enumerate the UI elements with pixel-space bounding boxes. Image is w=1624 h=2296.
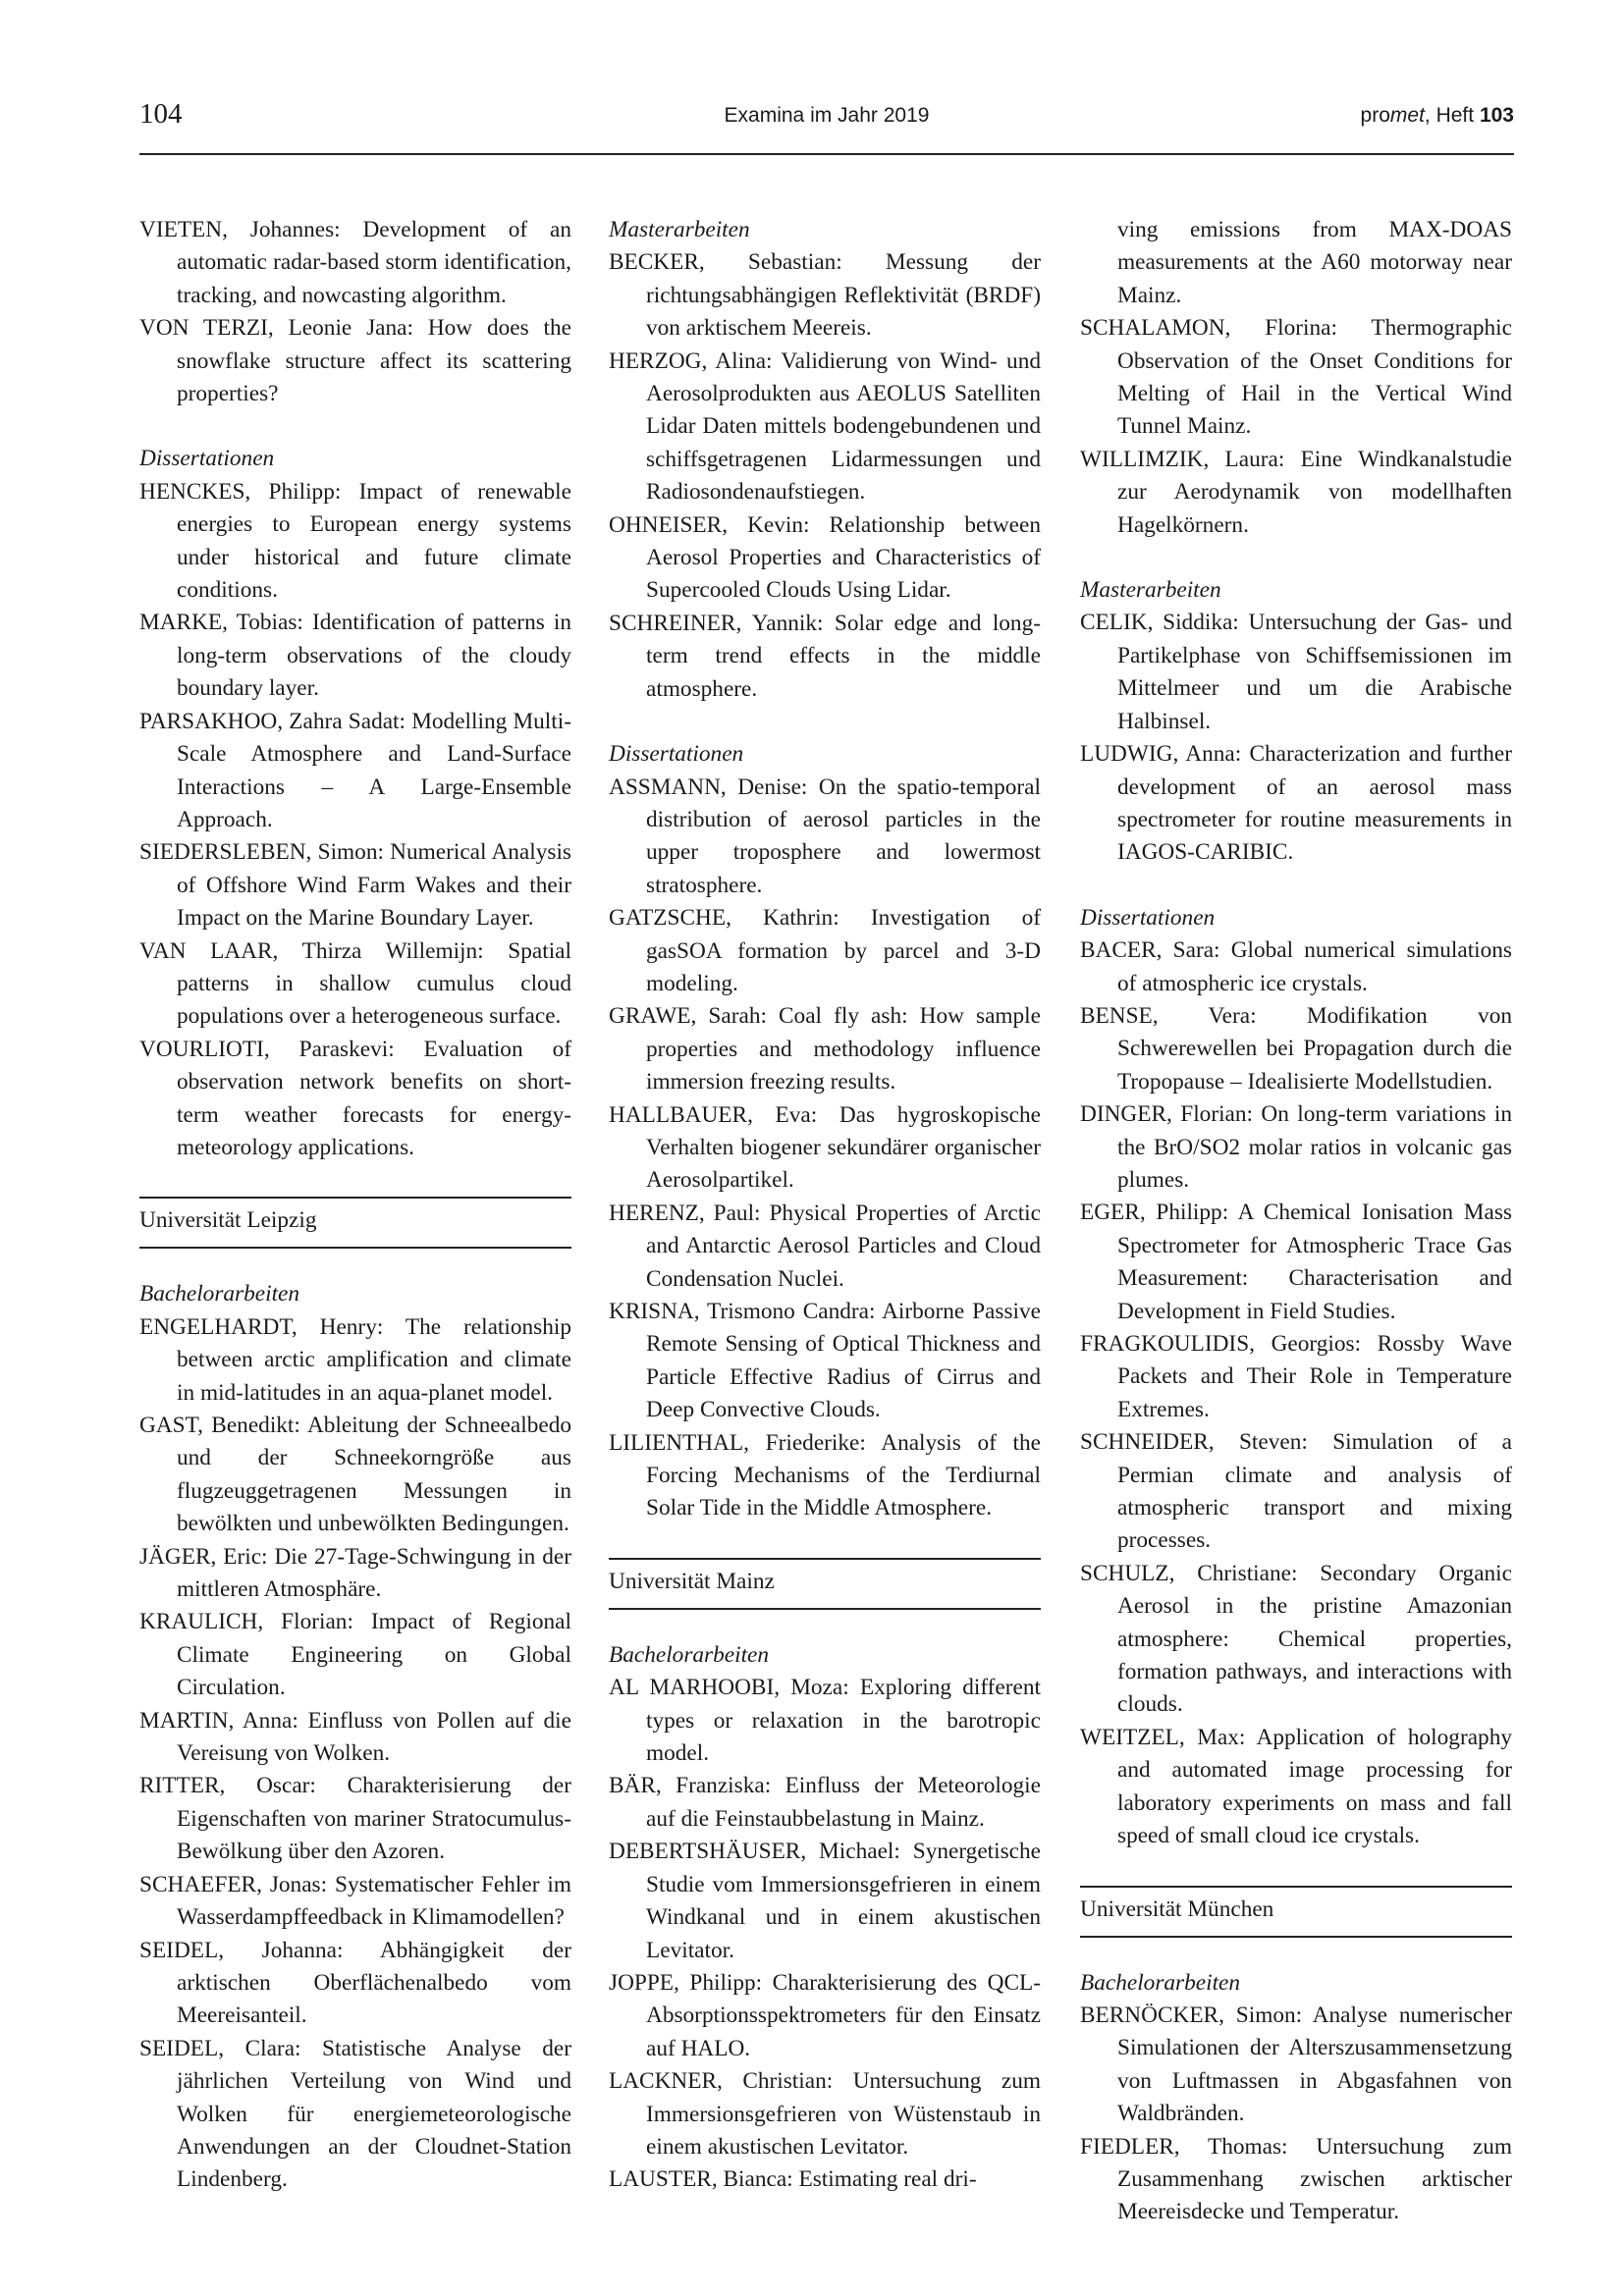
column-3 — [1080, 214, 1512, 2229]
list-item: FRAGKOULIDIS, Georgios: Rossby Wave Packets and Their Role in Temperature Extremes. — [1080, 1331, 1512, 1422]
list-item: SCHAEFER, Jonas: Systematischer Fehler im Wasserdampffeedback in Klimamodellen? — [139, 1871, 571, 1931]
list-item: VAN LAAR, Thirza Willemijn: Spatial patterns in shallow cumulus cloud populations over a heterogeneous surface. — [139, 937, 571, 1030]
list-item: DINGER, Florian: On long-term variations in the BrO/SO2 molar ratios in volcanic gas plumes. — [1080, 1101, 1512, 1193]
journal-issue: promet, Heft 103 — [1360, 104, 1514, 127]
university-heading: Universität Mainz — [609, 1558, 1041, 1610]
list-item: SCHALAMON, Florina: Thermographic Observation of the Onset Conditions for Melting of Hail in the Vertical Wind Tunnel Mainz. — [1080, 315, 1512, 440]
list-item: SEIDEL, Clara: Statistische Analyse der jährlichen Verteilung von Wind und Wolken für energiemeteorologische Anwendungen an der Cloudnet-Station Lindenberg. — [139, 2035, 571, 2193]
section-subheading: Masterarbeiten — [1080, 577, 1221, 604]
list-item: BECKER, Sebastian: Messung der richtungsabhängigen Reflektivität (BRDF) von arktischem Meereis. — [609, 249, 1041, 342]
list-item: LILIENTHAL, Friederike: Analysis of the Forcing Mechanisms of the Terdiurnal Solar Tide in the Middle Atmosphere. — [609, 1429, 1041, 1522]
list-item: AL MARHOOBI, Moza: Exploring different types or relaxation in the barotropic model. — [609, 1675, 1041, 1767]
list-item: JOPPE, Philipp: Charakterisierung des QCL-Absorptionsspektrometers für den Einsatz auf HALO. — [609, 1969, 1041, 2061]
list-item: PARSAKHOO, Zahra Sadat: Modelling Multi-Scale Atmosphere and Land-Surface Interactions – A Large-Ensemble Approach. — [139, 708, 571, 832]
list-item: HERENZ, Paul: Physical Properties of Arctic and Antarctic Aerosol Particles and Cloud Condensation Nuclei. — [609, 1200, 1041, 1292]
list-item: LACKNER, Christian: Untersuchung zum Immersionsgefrieren von Wüstenstaub in einem akustischen Levitator. — [609, 2068, 1041, 2160]
list-item: MARKE, Tobias: Identification of patterns in long-term observations of the cloudy boundary layer. — [139, 610, 571, 702]
list-item: HERZOG, Alina: Validierung von Wind- und Aerosolprodukten aus AEOLUS Satelliten Lidar Daten mittels bodengebundenen und schiffsgetragenen Lidarmessungen und Radiosondenaufstiegen. — [609, 347, 1041, 506]
section-subheading: Bachelorarbeiten — [139, 1281, 300, 1308]
list-item: RITTER, Oscar: Charakterisierung der Eigenschaften von mariner Stratocumulus-Bewölkung über den Azoren. — [139, 1773, 571, 1865]
list-item: DEBERTSHÄUSER, Michael: Synergetische Studie vom Immersionsgefrieren in einem Windkanal und in einem akustischen Levitator. — [609, 1839, 1041, 1963]
section-subheading: Dissertationen — [1080, 904, 1216, 931]
list-item: SCHULZ, Christiane: Secondary Organic Aerosol in the pristine Amazonian atmosphere: Chemical properties, formation pathways, and interactions with clouds. — [1080, 1560, 1512, 1718]
list-item: HENCKES, Philipp: Impact of renewable energies to European energy systems under historical and future climate conditions. — [139, 478, 571, 604]
page-header — [139, 94, 1514, 153]
list-item: SCHNEIDER, Steven: Simulation of a Permian climate and analysis of atmospheric transport and mixing processes. — [1080, 1429, 1512, 1554]
page-number: 104 — [139, 98, 183, 130]
list-item: VON TERZI, Leonie Jana: How does the snowflake structure affect its scattering properties? — [139, 315, 571, 407]
running-title: Examina im Jahr 2019 — [724, 104, 930, 127]
list-item: BERNÖCKER, Simon: Analyse numerischer Simulationen der Alterszusammensetzung von Luftmassen in Abgasfahnen von Waldbränden. — [1080, 2002, 1512, 2127]
list-item: CELIK, Siddika: Untersuchung der Gas- und Partikelphase von Schiffsemissionen im Mittelmeer und um die Arabische Halbinsel. — [1080, 610, 1512, 734]
column-2 — [609, 214, 1041, 2197]
list-item: GRAWE, Sarah: Coal fly ash: How sample properties and methodology influence immersion freezing results. — [609, 1003, 1041, 1095]
list-item: ENGELHARDT, Henry: The relationship between arctic amplification and climate in mid-latitudes in an aqua-planet model. — [139, 1313, 571, 1406]
section-subheading: Dissertationen — [139, 446, 275, 472]
list-item: VOURLIOTI, Paraskevi: Evaluation of observation network benefits on short-term weather forecasts for energy-meteorology applications. — [139, 1036, 571, 1160]
list-item: WILLIMZIK, Laura: Eine Windkanalstudie zur Aerodynamik von modellhaften Hagelkörnern. — [1080, 446, 1512, 538]
section-subheading: Dissertationen — [609, 741, 744, 768]
list-item: JÄGER, Eric: Die 27-Tage-Schwingung in der mittleren Atmosphäre. — [139, 1543, 571, 1603]
header-rule — [139, 153, 1514, 155]
list-item: SEIDEL, Johanna: Abhängigkeit der arktischen Oberflächenalbedo vom Meereisanteil. — [139, 1937, 571, 2029]
column-1 — [139, 214, 571, 2197]
section-subheading: Bachelorarbeiten — [609, 1641, 770, 1668]
list-item: BACER, Sara: Global numerical simulations of atmospheric ice crystals. — [1080, 937, 1512, 996]
list-item: KRISNA, Trismono Candra: Airborne Passive Remote Sensing of Optical Thickness and Particle Effective Radius of Cirrus and Deep Convective Clouds. — [609, 1299, 1041, 1423]
section-subheading: Masterarbeiten — [609, 217, 750, 242]
list-item: KRAULICH, Florian: Impact of Regional Climate Engineering on Global Circulation. — [139, 1609, 571, 1701]
list-item: FIEDLER, Thomas: Untersuchung zum Zusammenhang zwischen arktischer Meereisdecke und Temperatur. — [1080, 2133, 1512, 2225]
list-item: OHNEISER, Kevin: Relationship between Aerosol Properties and Characteristics of Supercooled Clouds Using Lidar. — [609, 511, 1041, 604]
list-item: BÄR, Franziska: Einfluss der Meteorologie auf die Feinstaubbelastung in Mainz. — [609, 1773, 1041, 1832]
list-item: MARTIN, Anna: Einfluss von Pollen auf die Vereisung von Wolken. — [139, 1707, 571, 1767]
list-item: GATZSCHE, Kathrin: Investigation of gasSOA formation by parcel and 3-D modeling. — [609, 905, 1041, 996]
university-heading: Universität München — [1080, 1886, 1512, 1938]
list-item: VIETEN, Johannes: Development of an automatic radar-based storm identification, tracking, and nowcasting algorithm. — [139, 217, 571, 308]
university-heading: Universität Leipzig — [139, 1197, 571, 1249]
section-subheading: Bachelorarbeiten — [1080, 1969, 1241, 1996]
list-item-continuation: ving emissions from MAX-DOAS measurements at the A60 motorway near Mainz. — [1117, 217, 1512, 308]
list-item: LUDWIG, Anna: Characterization and further development of an aerosol mass spectrometer for routine measurements in IAGOS-CARIBIC. — [1080, 741, 1512, 866]
list-item: ASSMANN, Denise: On the spatio-temporal distribution of aerosol particles in the upper troposphere and lowermost stratosphere. — [609, 774, 1041, 898]
list-item: SIEDERSLEBEN, Simon: Numerical Analysis of Offshore Wind Farm Wakes and their Impact on the Marine Boundary Layer. — [139, 839, 571, 932]
list-item: SCHREINER, Yannik: Solar edge and long-term trend effects in the middle atmosphere. — [609, 610, 1041, 702]
list-item: LAUSTER, Bianca: Estimating real dri- — [609, 2166, 977, 2193]
list-item: BENSE, Vera: Modifikation von Schwerewellen bei Propagation durch die Tropopause – Idealisierte Modellstudien. — [1080, 1002, 1512, 1095]
list-item: EGER, Philipp: A Chemical Ionisation Mass Spectrometer for Atmospheric Trace Gas Measurement: Characterisation and Development in Field Studies. — [1080, 1200, 1512, 1324]
list-item: HALLBAUER, Eva: Das hygroskopische Verhalten biogener sekundärer organischer Aerosolpartikel. — [609, 1101, 1041, 1194]
list-item: GAST, Benedikt: Ableitung der Schneealbedo und der Schneekorngröße aus flugzeuggetragenen Messungen in bewölkten und unbewölkten Bedingungen. — [139, 1413, 571, 1537]
list-item: WEITZEL, Max: Application of holography and automated image processing for laboratory experiments on mass and fall speed of small cloud ice crystals. — [1080, 1724, 1512, 1849]
